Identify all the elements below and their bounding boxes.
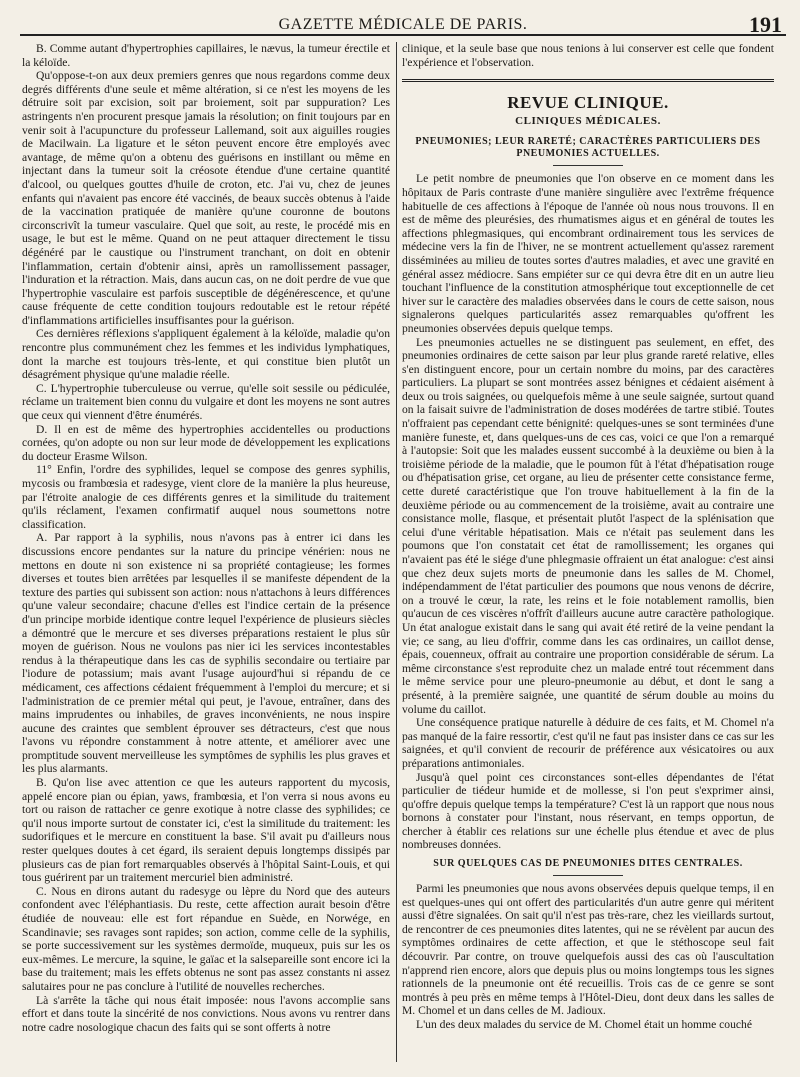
column-divider xyxy=(396,42,397,1062)
paragraph-naevus: B. Comme autant d'hypertrophies capillaires, le nævus, la tumeur érectile et la kéloïde. xyxy=(22,42,390,69)
paragraph-temperature: Jusqu'à quel point ces circonstances sont-elles dépendantes de l'état particulier de tiédeur humide et de mollesse, si l'on peut s'exprimer ainsi, qu'offre depuis quelque temps la température? C'est là un rapport que nous nous bornons à constater pour l'instant, nous réservant, en temps opportun, de chercher à établir ces relations sur une échelle plus étendue et avec de plus nombreuses données. xyxy=(402,770,774,852)
right-column xyxy=(402,42,774,1072)
paragraph-syphilis: A. Par rapport à la syphilis, nous n'avons pas à entrer ici dans les discussions encore pendantes sur la nature du principe vénérien: nous ne mettons en doute ni son existence ni sa propriété contagieuse; les formes diverses et toutes bien arrêtées par lesquelles il se manifeste dépendent de la texture des parties qui subissent son action: nous n'attachons à leurs différences qu'une valeur secondaire; chacune d'elles est l'indice certain de la présence d'un principe morbide identique contre lequel l'expérience de plusieurs siècles a démontré que le mercure et ses diverses préparations restaient le plus sûr moyen de guérison. Nous ne voulons pas nier ici les services incontestables rendus à la thérapeutique dans les cas de syphilis secondaire ou tertiaire par l'iodure de potassium; mais avant l'usage aujourd'hui si répandu de ce médicament, ces affections cédaient fréquemment à l'emploi du mercure; et si l'administration de ce premier métal qui peut, je l'avoue, entraîner, dans des mains imprudentes ou inhabiles, de graves inconvénients, ne nous inspire aucune des craintes que semblent éprouver ses détracteurs, c'est que nous l'avons vu répondre constamment à notre attente, et améliorer avec une promptitude souvent merveilleuse les symptômes de syphilis les plus graves et les plus alarmants. xyxy=(22,531,390,776)
subheading-pneumonies-centrales: SUR QUELQUES CAS DE PNEUMONIES DITES CENTRALES. xyxy=(433,858,743,870)
section-title: REVUE CLINIQUE. xyxy=(507,93,669,113)
paragraph-pneumonies-rarete: Le petit nombre de pneumonies que l'on observe en ce moment dans les hôpitaux de Paris contraste d'une manière singulière avec l'extrême fréquence habituelle de ces affections à l'époque de l'année où nous nous trouvons. Il en est de même des pleurésies, des rhumatismes aigus et en général de toutes les affections phlegmasiques, qui encombrant ordinairement tous les services de médecine vers la fin de l'hiver, ne se montrent actuellement qu'assez rarement disséminées au milieu de toutes sortes d'autres maladies, et avec une gravité en général assez médiocre. Sans empiéter sur ce qui devra être dit en un autre lieu touchant l'influence de la constitution atmosphérique tout exceptionnelle de cet hiver sur le caractère des maladies observées dans le cours de cette saison, nous signalerons quelques particularités assez remarquables qu'offrent les pneumonies observées depuis quelque temps. xyxy=(402,172,774,335)
paragraph-pneumonies-caracteres: Les pneumonies actuelles ne se distinguent pas seulement, en effet, des pneumonies ordinaires de cette saison par leur plus grande rareté relative, elles s'en distinguent encore, pour un certain nombre du moins, par des caractères particuliers. La plupart se sont montrées assez bénignes et cédaient aisément à deux ou trois saignées, ou quelquefois même à une seule saignée, surtout quand on la faisait suivre de l'administration de doses modérées de tartre stibié. Toutes n'offraient pas cependant cette bénignité: quelques-unes se sont terminées d'une manière funeste, et, dans quelques-uns de ces cas, voici ce que l'on a remarqué à l'autopsie: Soit que les malades eussent succombé à la deuxième ou bien à la troisième période de la maladie, que le poumon fût à l'état d'hépatisation rouge ou d'hépatisation grise, cet organe, au lieu de présenter cette consistance ferme, cette dureté caractéristique que l'on trouve habituellement à la fin de la deuxième période ou au commencement de la troisième, avait au contraire une consistance molle, flasque, et présentait plutôt l'aspect de la splénisation que celui d'une véritable hépatisation. Mais ce n'était pas seulement dans les poumons que l'on constatait cet état de ramollissement; les organes qui n'avaient pas été le siége d'une phlegmasie offraient un état analogue: c'est ainsi que chez deux sujets morts de pneumonie dans les salles de M. Chomel, indépendamment de l'état particulier des poumons que nous venons de décrire, on a trouvé le cœur, la rate, les reins et le foie notablement ramollis, bien qu'aucun de ces viscères n'offrît d'ailleurs aucune autre caractère pathologique. Un état analogue existait dans le sang qui avait été retiré de la veine pendant la vie; ce sang, au lieu d'offrir, comme dans les cas ordinaires, un caillot dense, épais, couenneux, offrait au contraire une proportion considérable de sérum. La même circonstance s'est reproduite chez un malade entré tout récemment dans le même service pour une pleuro-pneumonie au début, et dont le sang a présenté, à la première saignée, une quantité de sérum double au moins du volume du caillot. xyxy=(402,335,774,716)
paragraph-mycosis: B. Qu'on lise avec attention ce que les auteurs rapportent du mycosis, appelé encore pian ou épian, yaws, frambœsia, et l'on verra si nous avons eu tort ou raison de rattacher ce genre exotique à notre classe des syphilides; ce qu'il nous importe surtout de constater ici, c'est la similitude du traitement: les sudorifiques et le mercure en constituent la base. S'il avait pu d'ailleurs nous rester quelques doutes à cet égard, ils seraient depuis longtemps dissipés par plusieurs cas de pian fort remarquables observés à l'hôpital Saint-Louis, et qui tous guérirent par un traitement mercuriel bien administré. xyxy=(22,776,390,885)
page-number: 191 xyxy=(749,12,782,37)
paragraph-keloid: Ces dernières réflexions s'appliquent également à la kéloïde, maladie qu'on rencontre plus communément chez les femmes et les individus lymphatiques, dont la marche est toujours très-lente, et qui constitue bien plutôt un désagrément physique qu'une maladie réelle. xyxy=(22,327,390,382)
section-subtitle: CLINIQUES MÉDICALES. xyxy=(515,114,661,127)
section-rule xyxy=(402,79,774,82)
short-rule xyxy=(553,165,623,166)
paragraph-malade-chomel: L'un des deux malades du service de M. Chomel était un homme couché xyxy=(416,1018,752,1031)
paragraph-verrue: C. L'hypertrophie tuberculeuse ou verrue, qu'elle soit sessile ou pédiculée, réclame un traitement bien connu du vulgaire et dont les moyens ne sont autres que ceux qui viennent d'être énumérés. xyxy=(22,381,390,423)
paragraph-consequence-pratique: Une conséquence pratique naturelle à déduire de ces faits, et M. Chomel n'a pas manqué de la faire ressortir, c'est qu'il ne faut pas insister dans ce cas sur les saignées, et qu'il convient de recourir de préférence aux vésicatoires ou aux préparations antimoniales. xyxy=(402,716,774,770)
short-rule-2 xyxy=(553,875,623,876)
subheading-pneumonies: PNEUMONIES; LEUR RARETÉ; CARACTÈRES PARTICULIERS DES PNEUMONIES ACTUELLES. xyxy=(415,136,761,160)
paragraph-conclusion: Là s'arrête la tâche qui nous était imposée: nous l'avons accomplie sans effort et dans toute la sincérité de nos convictions. Nous avons vu rentrer dans notre cadre nosologique chacun des faits qui se sont offerts à notre xyxy=(22,993,390,1034)
paragraph-continuation: clinique, et la seule base que nous tenions à lui conserver est celle que fondent l'expérience et l'observation. xyxy=(402,42,774,69)
paragraph-pneumonies-latentes: Parmi les pneumonies que nous avons observées depuis quelque temps, il en est quelques-unes qui ont offert des particularités d'un autre genre qui méritent aussi d'être signalées. On sait qu'il n'est pas très-rare, chez les vieillards surtout, de rencontrer de ces pneumonies dites latentes, qui ne se révèlent par aucun des symptômes ordinaires de cette affection, et que le stéthoscope seul fait découvrir. Par contre, on trouve quelquefois aussi des cas où l'auscultation n'apprend rien encore, alors que depuis plus ou moins longtemps tous les signes rationnels de la pneumonie ont été recueillis. Trois cas de ce genre se sont montrés à peu près en même temps à l'Hôtel-Dieu, dont deux dans les salles de M. Chomel et un dans celles de M. Jadioux. xyxy=(402,882,774,1018)
paragraph-syphilides: 11° Enfin, l'ordre des syphilides, lequel se compose des genres syphilis, mycosis ou frambœsia et radesyge, vient clore de la manière la plus heureuse, par l'étroite analogie de ces différents genres et la similitude du traitement qu'ils réclament, l'examen confirmatif auquel nous soumettons notre classification. xyxy=(22,463,390,531)
paragraph-radesyge: C. Nous en dirons autant du radesyge ou lèpre du Nord que des auteurs confondent avec l'éléphantiasis. Du reste, cette affection aurait besoin d'être étudiée de nouveau: elle est fort répandue en Suède, en Norwége, en Scandinavie; ses ravages sont rapides; son action, comme celle de la syphilis, se porte successivement sur les systèmes dermoïde, muqueux, puis sur les os eux-mêmes. Le mercure, la squine, le gaïac et la salsepareille sont encore ici la base du traitement; mais les effets obtenus ne sont pas assez constants ni assez salutaires pour ne pas conclure à l'utilité de nouvelles recherches. xyxy=(22,884,390,993)
paragraph-treatment-hypertrophies: Qu'oppose-t-on aux deux premiers genres que nous regardons comme deux degrés différents d'une seule et même altération, si ce n'est les moyens de les détruire soit par excision, soit par broiement, soit par suppuration? Les astringents n'en procurent presque jamais la résolution; on finit toujours par en venir soit à l'acupuncture du professeur Lallemand, soit aux aiguilles rougies de Macilwain. La ligature et le séton peuvent encore être employés avec avantage, de même qu'on a obtenu des guérisons en instillant ou même en injectant dans la tumeur soit la créosote étendue d'une certaine quantité d'alcool, ou quelques gouttes d'huile de croton, etc. J'ai vu, chez de jeunes enfants qui n'avaient pas encore été vaccinés, de beaux succès obtenus à l'aide de la vaccination pratiquée de manière qu'une couronne de boutons circonscrivît la tumeur vasculaire. Quel que soit, au reste, le procédé mis en usage, le but est le même. Quand on ne peut attaquer directement le tissu dégénéré par le caustique ou l'instrument tranchant, on doit en obtenir l'inflammation, certain d'obtenir ainsi, après un ramollissement passager, l'induration et la rétraction. Mais, dans aucun cas, on ne doit perdre de vue que l'hypertrophie vasculaire est parfois susceptible de dégénérescence, et qu'une cause fréquente de cette condition toujours redoutable est le retour répété d'inflammations artificielles insuffisantes pour la guérison. xyxy=(22,69,390,327)
left-column xyxy=(22,42,390,1072)
journal-title: GAZETTE MÉDICALE DE PARIS. xyxy=(278,16,528,33)
header-rule xyxy=(20,34,786,36)
paragraph-productions-cornees: D. Il en est de même des hypertrophies accidentelles ou productions cornées, qu'on adopte ou non sur leur mode de développement les explications du docteur Erasme Wilson. xyxy=(22,422,390,463)
